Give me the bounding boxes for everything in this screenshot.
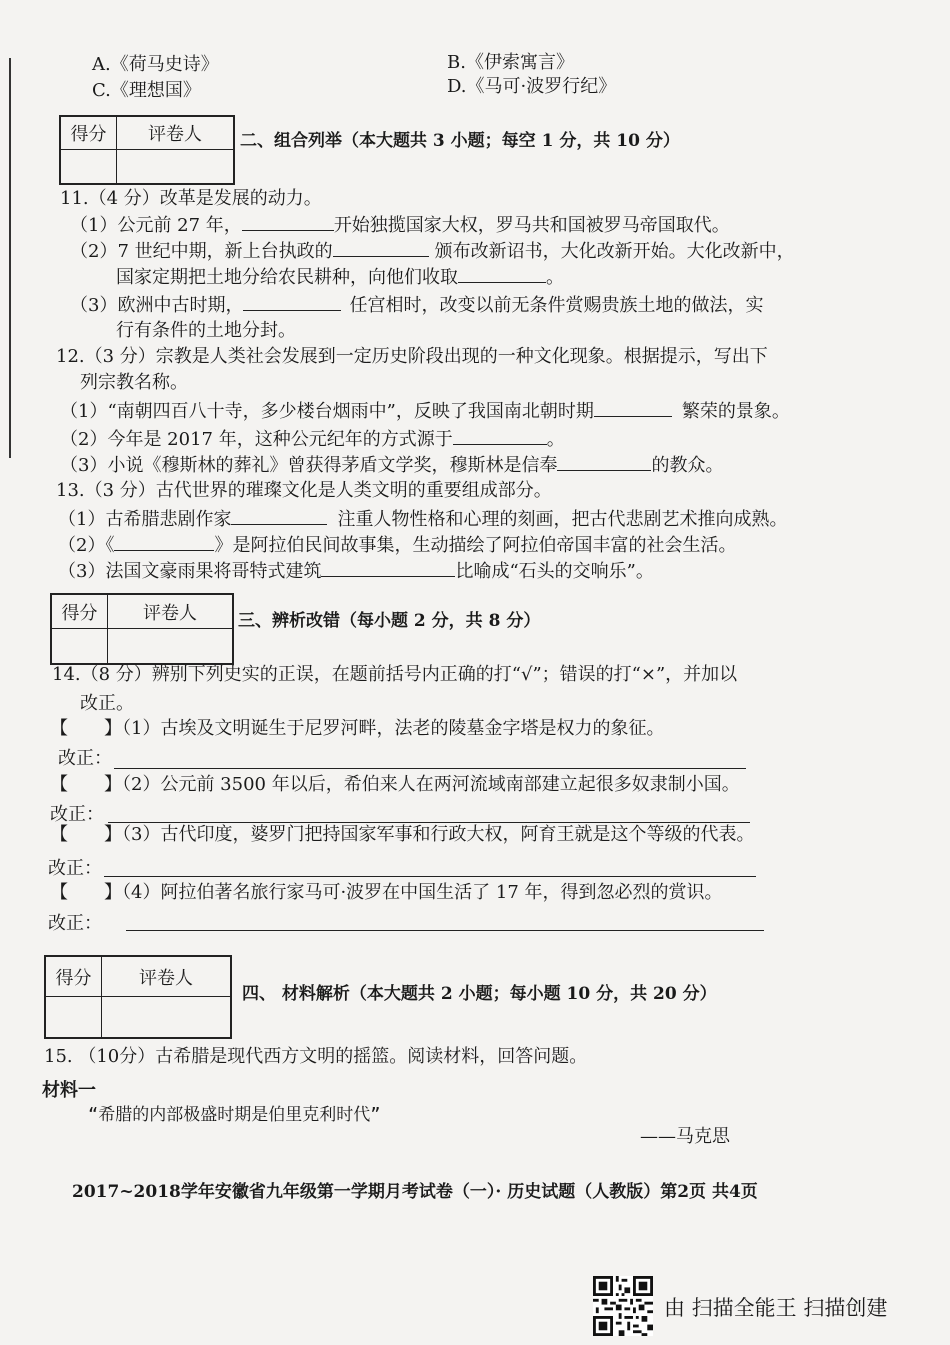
q14-statement-3: 【 】（3）古代印度，婆罗门把持国家军事和行政大权，阿育王就是这个等级的代表。 [50,824,755,845]
grader-cell[interactable] [117,150,233,183]
correction-label: 改正： [58,748,112,769]
q15-stem: 15. （10分）古希腊是现代西方文明的摇篮。阅读材料，回答问题。 [44,1046,588,1067]
q12-stem: 12.（3 分）宗教是人类社会发展到一定历史阶段出现的一种文化现象。根据提示，写出下 [56,346,768,367]
score-cell[interactable] [61,150,117,183]
q11-part2-cont: 国家定期把土地分给农民耕种，向他们收取 。 [116,264,564,289]
q14-statement-1: 【 】（1）古埃及文明诞生于尼罗河畔，法老的陵墓金字塔是权力的象征。 [50,718,665,739]
q12-stem-cont: 列宗教名称。 [80,372,188,393]
q11-part2: （2）7 世纪中期，新上台执政的 颁布改新诏书，大化改新开始。大化改新中， [70,238,795,263]
q11-part3-cont: 行有条件的土地分封。 [116,320,296,341]
judgment-bracket[interactable]: 【 】 [50,718,122,739]
answer-blank[interactable] [333,238,429,257]
binding-margin-line [9,58,11,458]
correction-label: 改正： [50,804,104,825]
option-a: A.《荷马史诗》 [92,54,219,75]
answer-blank[interactable] [114,532,214,551]
answer-blank[interactable] [458,264,546,283]
answer-blank[interactable] [231,506,327,525]
correction-label: 改正： [48,913,102,934]
score-box-section3 [50,593,234,665]
score-box-section4 [44,955,232,1039]
judgment-bracket[interactable]: 【 】 [50,824,122,845]
correction-line[interactable] [108,822,750,823]
q12-part2: （2）今年是 2017 年，这种公元纪年的方式源于 。 [60,426,565,451]
judgment-bracket[interactable]: 【 】 [50,774,122,795]
q11-stem: 11.（4 分）改革是发展的动力。 [60,188,322,209]
grader-cell[interactable] [108,629,232,663]
section2-heading: 二、组合列举（本大题共 3 小题；每空 1 分，共 10 分） [240,131,680,151]
correction-label: 改正： [48,858,102,879]
answer-blank[interactable] [594,398,672,417]
q14-stem: 14.（8 分）辨别下列史实的正误，在题前括号内正确的打“√”；错误的打“×”，并加以 [52,664,738,685]
answer-blank[interactable] [321,558,455,577]
quote-source: ——马克思 [640,1126,730,1147]
q13-part2: （2）《 》是阿拉伯民间故事集，生动描绘了阿拉伯帝国丰富的社会生活。 [58,532,736,557]
option-c: C.《理想国》 [92,80,201,101]
score-label: 得分 [52,595,108,629]
option-b: B.《伊索寓言》 [447,52,574,73]
score-label: 得分 [46,957,102,997]
correction-line[interactable] [126,930,764,931]
q14-statement-4: 【 】（4）阿拉伯著名旅行家马可·波罗在中国生活了 17 年，得到忽必烈的赏识。 [50,882,723,903]
score-cell[interactable] [46,997,102,1037]
section3-heading: 三、辨析改错（每小题 2 分，共 8 分） [238,611,541,631]
q14-statement-2: 【 】（2）公元前 3500 年以后，希伯来人在两河流域南部建立起很多奴隶制小国。 [50,774,740,795]
correction-line[interactable] [104,876,756,877]
answer-blank[interactable] [453,426,547,445]
answer-blank[interactable] [243,292,341,311]
correction-line[interactable] [114,768,746,769]
q11-part3: （3）欧洲中古时期， 任宫相时，改变以前无条件赏赐贵族土地的做法，实 [70,292,763,317]
page-footer: 2017~2018学年安徽省九年级第一学期月考试卷（一）· 历史试题（人教版）第2页 共4页 [72,1182,758,1202]
q13-stem: 13.（3 分）古代世界的璀璨文化是人类文明的重要组成部分。 [56,480,552,501]
score-cell[interactable] [52,629,108,663]
q12-part3: （3）小说《穆斯林的葬礼》曾获得茅盾文学奖，穆斯林是信奉 的教众。 [60,452,723,477]
material-label: 材料一 [42,1080,96,1101]
q11-part1: （1）公元前 27 年， 开始独揽国家大权，罗马共和国被罗马帝国取代。 [70,212,730,237]
q13-part1: （1）古希腊悲剧作家 注重人物性格和心理的刻画，把古代悲剧艺术推向成熟。 [58,506,787,531]
grader-label: 评卷人 [117,117,233,150]
q12-part1: （1）“南朝四百八十寺，多少楼台烟雨中”，反映了我国南北朝时期 繁荣的景象。 [60,398,790,423]
score-label: 得分 [61,117,117,150]
q14-stem-cont: 改正。 [80,693,134,714]
section4-heading: 四、 材料解析（本大题共 2 小题；每小题 10 分，共 20 分） [242,984,717,1004]
option-d: D.《马可·波罗行纪》 [447,76,617,97]
material-quote: “希腊的内部极盛时期是伯里克利时代” [88,1105,381,1125]
scanner-watermark: 由 扫描全能王 扫描创建 [664,1296,888,1320]
answer-blank[interactable] [557,452,651,471]
grader-label: 评卷人 [108,595,232,629]
score-box-section2 [59,115,235,185]
judgment-bracket[interactable]: 【 】 [50,882,122,903]
answer-blank[interactable] [242,212,334,231]
grader-label: 评卷人 [102,957,230,997]
qr-code-icon [593,1276,653,1336]
grader-cell[interactable] [102,997,230,1037]
q13-part3: （3）法国文豪雨果将哥特式建筑 比喻成“石头的交响乐”。 [58,558,654,583]
